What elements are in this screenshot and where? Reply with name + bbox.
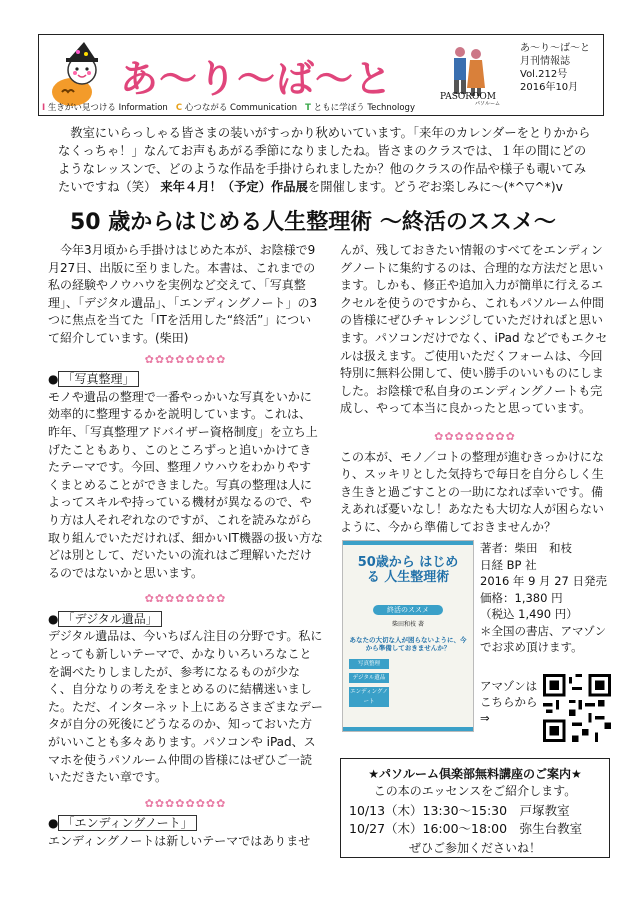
brand-subname: パソルーム — [475, 101, 501, 107]
book-availability: ＊全国の書店、アマゾンでお求め頂けます。 — [480, 623, 607, 654]
book-cover-image — [342, 540, 474, 732]
issue-line: 月刊情報誌 — [520, 56, 570, 67]
book-info — [480, 540, 610, 656]
newsletter-title: あ〜り〜ば〜と — [120, 57, 394, 101]
book-cover-tag: エンディングノート — [350, 689, 388, 705]
issue-line: あ〜り〜ば〜と — [520, 43, 590, 54]
book-cover-subtitle: 終活のススメ — [373, 605, 443, 615]
issue-line: Vol.212号 — [520, 69, 568, 80]
intro-paragraph — [58, 124, 593, 196]
brand-name: PASOROOM — [440, 92, 497, 102]
flower-divider-icon: ✿✿✿✿✿✿✿✿ — [434, 429, 516, 443]
seminar-title: ★パソルーム倶楽部無料講座のご案内★ — [368, 767, 582, 781]
tagline — [42, 101, 415, 113]
section-title-photo: ● 「写真整理」 — [48, 371, 323, 389]
book-cover-tag: 写真整理 — [349, 659, 389, 669]
section-body-photo: モノや遺品の整理で一番やっかいな写真をいかに効率的に整理するかを説明しています。これは、昨年、「写真整理アドバイザー資格制度」を立ち上げたこともあり、このところずっと追いかけてきたテーマです。今回、整理ノウハウをわかりやすくまとめることができました。写真の整理は人によってスキルや持っている機材が異なるので、やり方は人それぞれなのですが、これを読みながら取り組んでいただければ、細かいIT機器の扱い方などは別として、だいたいの流れはご理解いただけるのではないかと思います。 — [48, 389, 323, 580]
issue-line: 2016年10月 — [520, 82, 579, 93]
book-author: 著者：柴田 和枝 — [480, 541, 572, 555]
seminar-session: 10/13（木）13:30〜15:30 戸塚教室 — [349, 803, 570, 818]
intro-end: を開催します。どうぞお楽しみに〜(*^▽^*)v — [307, 180, 563, 194]
seminar-subtitle: この本のエッセンスをご紹介します。 — [373, 784, 577, 798]
tag-letter-t: T — [305, 103, 311, 113]
right-column — [340, 242, 610, 537]
intro-bold: 来年４月！（予定）作品展 — [160, 180, 308, 194]
book-publisher: 日経 BP 社 — [480, 557, 537, 572]
section-body-digital: デジタル遺品は、今いちばん注目の分野です。私にとっても新しいテーマで、かなりいろいろなことを調べたりしましたが、参考になるものが少なく、自分なりの考えをまとめるのに結構迷いました。ただ、インターネット上にあるさまざまなデータが自分の死後にどうなるのか、知っておいた方がいいことも多々あります。パソコンや iPad、スマホを使うパソルーム仲間の皆様にはぜひご一読いただきたい章です。 — [48, 629, 323, 785]
book-cover-question: あなたの大切な人が困らないように、今から準備しておきませんか？ — [349, 636, 467, 652]
book-cover-author: 柴田和枝 著 — [392, 621, 424, 628]
book-price: 価格：1,380 円 — [480, 590, 563, 605]
flower-divider-icon: ✿✿✿✿✿✿✿✿ — [144, 592, 227, 606]
section-title-ending-note: ● 「エンディングノート」 — [48, 815, 323, 833]
amazon-qr-code-icon[interactable] — [543, 674, 611, 742]
pumpkin-witch-mascot-icon — [44, 40, 114, 110]
intro-text: 教室にいらっしゃる皆さまの装いがすっかり秋めいています。「来年のカレンダーをとりかからなくっちゃ！」なんてお声もあがる季節になりましたね。皆さまのクラスでは、１年の間にどのようなレッスンで、どのような作品を手掛けられましたか？他のクラスの作品や様子も覗いてみたいですね（笑） — [58, 126, 591, 194]
amazon-link-text: アマゾンはこちらから⇒ — [480, 679, 538, 725]
book-release-date: 2016 年 9 月 27 日発売 — [480, 574, 607, 588]
section-body-ending-note: エンディングノートは新しいテーマではありませ — [48, 834, 311, 848]
article-headline: 50 歳からはじめる人生整理術 〜終活のススメ〜 — [70, 210, 556, 235]
article-paragraph: んが、残しておきたい情報のすべてをエンディングノートに集約するのは、合理的な方法だと思います。しかも、修正や追加入力が簡単に行えるエクセルを使うのですから、これもパソルーム仲間の皆様にぜひチャレンジしていただければと思います。パソコンだけでなく、iPad などでもエクセルは扱えます。ご使用いただくフォームは、今回特別に無料公開して、使い勝手のいいものにしました。お陰様で私自身のエンディングノートも完成し、やって本当に良かったと思っています。 — [340, 243, 608, 416]
tag-letter-i: I — [42, 103, 46, 113]
book-cover-tag: デジタル遺品 — [349, 673, 389, 683]
left-column — [48, 242, 323, 851]
seminar-session: 10/27（木）16:00〜18:00 弥生台教室 — [349, 821, 583, 836]
article-paragraph: 今年3月頃から手掛けはじめた本が、お陰様で9月27日、出版に至りました。本書は、これまでの私の経験やノウハウを実例など交えて、「写真整理」、「デジタル遺品」、「エンディングノート」の3つに焦点を当てた「ITを活用した“終活”」について紹介しています。(柴田) — [48, 243, 318, 345]
flower-divider-icon: ✿✿✿✿✿✿✿✿ — [144, 352, 227, 366]
issue-info — [520, 42, 590, 94]
tag-text: 生きがい見つける Information — [47, 103, 168, 113]
tag-text: ともに学ぼう Technology — [313, 103, 415, 113]
book-price-tax: （税込 1,490 円） — [480, 607, 578, 621]
tag-letter-c: C — [175, 103, 183, 113]
book-cover-title: 50歳から はじめる 人生整理術 — [357, 555, 459, 585]
flower-divider-icon: ✿✿✿✿✿✿✿✿ — [144, 796, 227, 810]
section-title-digital: ● 「デジタル遺品」 — [48, 611, 323, 629]
seminar-closing: ぜひご参加くださいね！ — [408, 841, 541, 855]
article-paragraph: この本が、モノ／コトの整理が進むきっかけになり、スッキリとした気持ちで毎日を自分らしく生き生きと過ごすことの一助になれば幸いです。備えあれば憂いなし！あなたも大切な人が困らないように、今から準備しておきませんか？ — [340, 449, 605, 534]
seminar-announcement-box — [340, 758, 610, 858]
tag-text: 心つながる Communication — [184, 103, 298, 113]
